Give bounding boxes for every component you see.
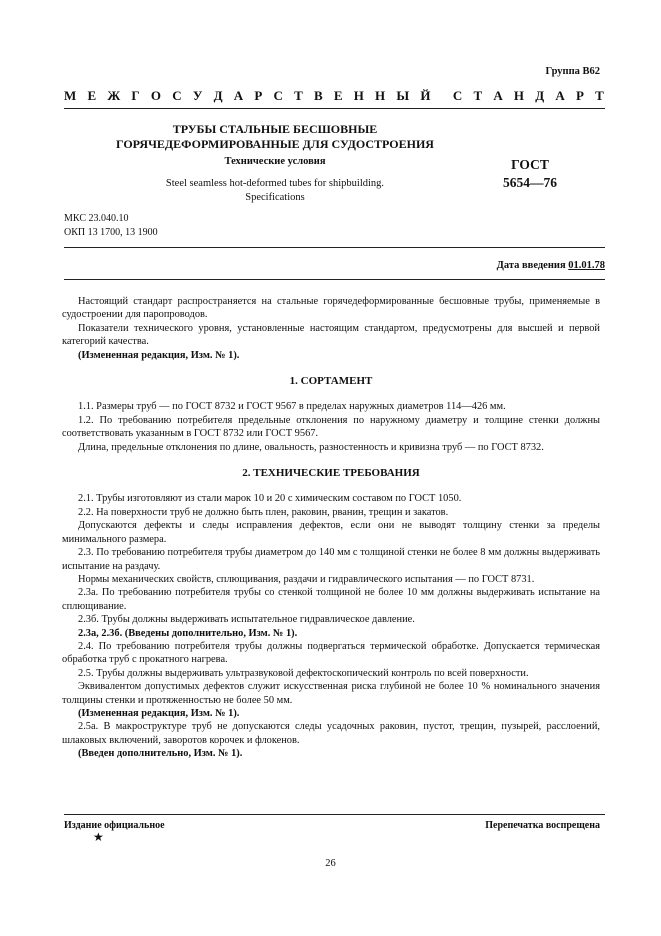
star-icon: ★ <box>93 830 104 844</box>
banner-letter: С <box>273 88 283 103</box>
section-paragraph: 2.3. По требованию потребителя трубы диаметром до 140 мм с толщиной стенки не более 8 мм должны выдерживать испытание на раздачу. <box>62 547 600 572</box>
banner-letter: Т <box>595 88 604 103</box>
banner-letter: Г <box>131 88 140 103</box>
section-paragraph: 2.2. На поверхности труб не должно быть плен, раковин, рванин, трещин и закатов. <box>78 506 449 518</box>
section-paragraph: 1.2. По требованию потребителя предельные отклонения по наружному диаметру и толщине стенки должны соответствовать указанным в ГОСТ 8732 или ГОСТ 9567. <box>62 414 600 440</box>
banner-letter: А <box>233 88 244 103</box>
gost-number: 5654—76 <box>503 175 557 190</box>
classification-codes <box>64 212 158 240</box>
english-title-line-2: Specifications <box>245 192 305 203</box>
banner-letter: Т <box>294 88 303 103</box>
section-paragraph: Допускаются дефекты и следы исправления дефектов, если они не выводят толщину стенки за пределы минимального размера. <box>62 520 600 545</box>
date-value: 01.01.78 <box>568 260 605 271</box>
section-paragraph: 2.3а. По требованию потребителя трубы со стенкой толщиной не более 10 мм должны выдерживать испытание на сплющивание. <box>62 587 600 612</box>
footer-rule <box>64 814 605 815</box>
banner-letter: О <box>150 88 162 103</box>
group-code: Группа В62 <box>545 66 600 77</box>
banner-letter: Н <box>353 88 364 103</box>
introduction-date <box>380 260 605 271</box>
title-line-1: ТРУБЫ СТАЛЬНЫЕ БЕСШОВНЫЕ <box>172 122 378 136</box>
section-paragraph: 2.1. Трубы изготовляют из стали марок 10 и 20 с химическим составом по ГОСТ 1050. <box>78 493 462 505</box>
banner-letter: А <box>493 88 503 103</box>
banner-letter: Н <box>375 88 386 103</box>
section-paragraph: 2.5. Трубы должны выдерживать ультразвуковой дефектоскопический контроль по всей поверхности. <box>78 667 529 679</box>
banner-letter: С <box>172 88 182 103</box>
banner-letter: Н <box>513 88 525 103</box>
section-heading: 2. ТЕХНИЧЕСКИЕ ТРЕБОВАНИЯ <box>242 467 420 480</box>
banner-letter: Р <box>576 88 584 103</box>
okp-code: ОКП 13 1700, 13 1900 <box>64 227 158 238</box>
banner-letter: А <box>555 88 565 103</box>
section-heading: 1. СОРТАМЕНТ <box>289 375 373 388</box>
banner-letter: Р <box>254 88 263 103</box>
document-title <box>110 122 440 152</box>
document-body <box>62 295 600 761</box>
codes-rule <box>64 247 605 248</box>
header-rule <box>64 108 605 109</box>
english-title-line-1: Steel seamless hot-deformed tubes for shipbuilding. <box>165 178 385 189</box>
intro-paragraph: Показатели технического уровня, установленные настоящим стандартом, предусмотрены для высшей и первой категорий качества. <box>62 322 600 348</box>
date-rule <box>64 279 605 280</box>
section-paragraph: 2.5а. В макроструктуре труб не допускаются следы усадочных раковин, пустот, трещин, пузырей, расслоений, шлаковых включений, заворотов корочек и флокенов. <box>62 721 600 746</box>
amendment-note: (Введен дополнительно, Изм. № 1). <box>78 748 243 760</box>
document-subtitle: Технические условия <box>224 156 326 167</box>
amendment-note: (Измененная редакция, Изм. № 1). <box>78 349 240 361</box>
reprint-prohibited: Перепечатка воспрещена <box>485 820 600 831</box>
standard-banner <box>64 88 604 104</box>
banner-letter: М <box>64 88 77 103</box>
banner-letter: В <box>313 88 323 103</box>
gost-designation <box>490 156 570 192</box>
banner-letter: Т <box>473 88 483 103</box>
banner-letter: У <box>192 88 203 103</box>
banner-letter: Ж <box>107 88 121 103</box>
gost-label: ГОСТ <box>511 157 549 172</box>
banner-letter: Е <box>333 88 343 103</box>
page-number: 26 <box>325 858 336 869</box>
section-paragraph: Нормы механических свойств, сплющивания, раздачи и гидравлического испытания — по ГОСТ 8731. <box>78 573 535 585</box>
mks-code: МКС 23.040.10 <box>64 213 129 224</box>
banner-letter: Д <box>213 88 223 103</box>
banner-letter: Е <box>87 88 97 103</box>
intro-paragraph: Настоящий стандарт распространяется на стальные горячедеформированные бесшовные трубы, применяемые в судостроении для паропроводов. <box>62 296 600 321</box>
amendment-note: (Измененная редакция, Изм. № 1). <box>78 707 240 719</box>
banner-letter: Ы <box>396 88 410 103</box>
section-paragraph: 2.4. По требованию потребителя трубы должны подвергаться термической обработке. Допускается термическая обработка труб с прокатного нагрева. <box>62 640 600 666</box>
banner-letter: С <box>452 88 463 103</box>
section-paragraph: 1.1. Размеры труб — по ГОСТ 8732 и ГОСТ 9567 в пределах наружных диаметров 114—426 мм. <box>78 401 506 413</box>
section-paragraph: Длина, предельные отклонения по длине, овальность, разностенность и кривизна труб — по ГОСТ 8732. <box>78 441 544 453</box>
official-edition: Издание официальное <box>64 820 165 831</box>
date-label: Дата введения <box>496 260 569 271</box>
section-paragraph: 2.3б. Трубы должны выдерживать испытательное гидравлическое давление. <box>78 614 415 626</box>
banner-letter: Д <box>535 88 545 103</box>
title-line-2: ГОРЯЧЕДЕФОРМИРОВАННЫЕ ДЛЯ СУДОСТРОЕНИЯ <box>116 137 434 151</box>
banner-letter: Й <box>420 88 431 103</box>
section-paragraph: Эквивалентом допустимых дефектов служит искусственная риска глубиной не более 10 % номинального значения толщины стенки и протяженностью не более 50 мм. <box>62 681 600 706</box>
english-title <box>110 177 440 205</box>
amendment-note: 2.3а, 2.3б. (Введены дополнительно, Изм. № 1). <box>78 627 298 639</box>
